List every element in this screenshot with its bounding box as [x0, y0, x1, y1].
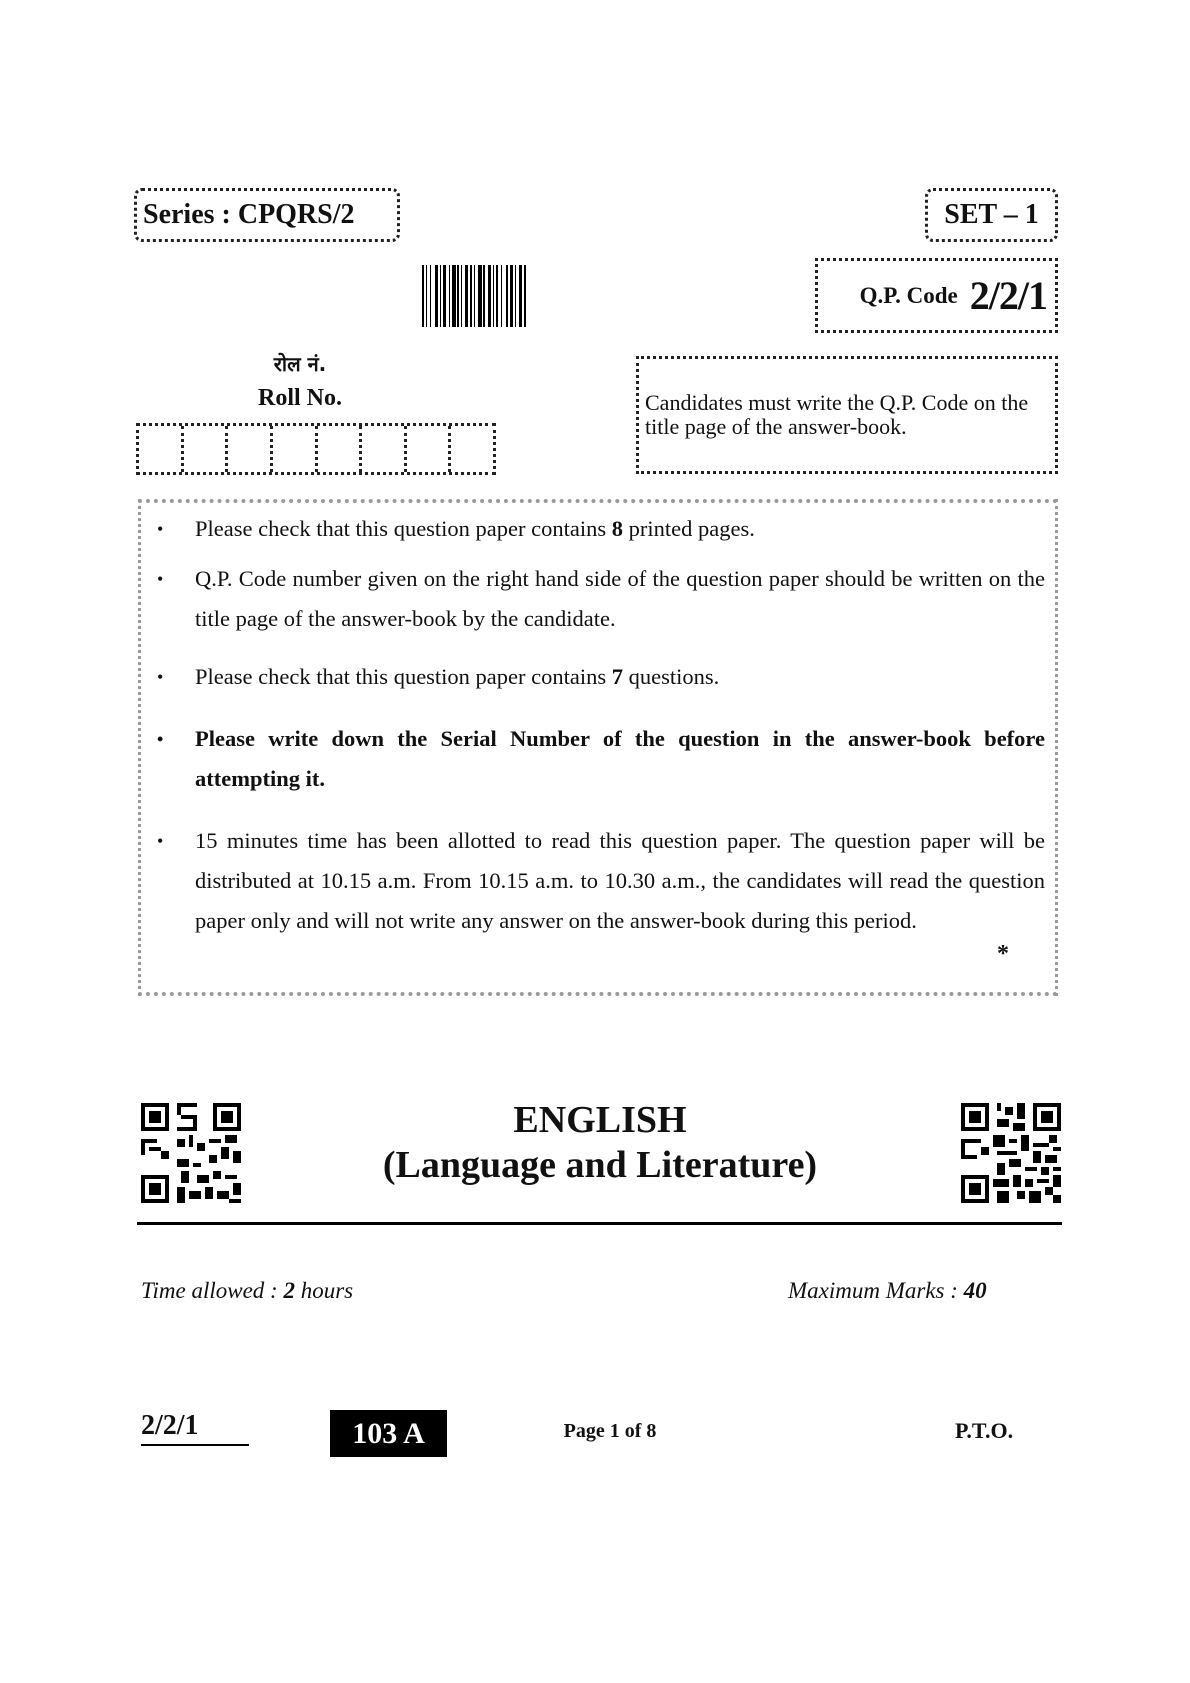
roll-no-digit-box[interactable] — [451, 426, 493, 472]
qr-code-icon — [961, 1103, 1061, 1203]
instruction-item: • Please check that this question paper contains 8 printed pages. — [151, 509, 1045, 549]
instructions-box — [138, 499, 1058, 996]
time-allowed — [141, 1278, 353, 1304]
qp-code-box — [815, 258, 1058, 333]
set-box — [925, 188, 1058, 242]
qp-code-value: 2/2/1 — [969, 273, 1047, 318]
roll-no-digit-box[interactable] — [273, 426, 318, 472]
qp-code-label: Q.P. Code — [859, 282, 958, 308]
barcode-icon — [422, 265, 590, 327]
subject-title: ENGLISH — [513, 1099, 687, 1141]
time-allowed-value: 2 — [283, 1278, 295, 1303]
roll-no-digit-box[interactable] — [362, 426, 407, 472]
roll-no-digit-box[interactable] — [184, 426, 229, 472]
paper-code-badge — [330, 1410, 447, 1457]
instruction-item: • Q.P. Code number given on the right hand side of the question paper should be written on the title page of the answer-book by the candidate. — [151, 559, 1045, 639]
pto-label: P.T.O. — [955, 1418, 1014, 1443]
bullet-icon: • — [157, 569, 164, 589]
subject-subtitle: (Language and Literature) — [382, 1144, 818, 1186]
instruction-item: • Please check that this question paper contains 7 questions. — [151, 657, 1045, 697]
page-number: Page 1 of 8 — [563, 1420, 657, 1442]
roll-no-digit-box[interactable] — [318, 426, 363, 472]
roll-no-digit-box[interactable] — [228, 426, 273, 472]
footer-qp-code: 2/2/1 — [141, 1410, 249, 1446]
title-divider — [137, 1222, 1062, 1225]
time-allowed-unit: hours — [294, 1278, 354, 1303]
maximum-marks-value: 40 — [963, 1278, 987, 1303]
bullet-icon: • — [157, 519, 164, 539]
series-box — [134, 188, 400, 242]
candidate-note-text: Candidates must write the Q.P. Code on the title page of the answer-book. — [645, 390, 1029, 439]
roll-no-label: Roll No. — [258, 385, 342, 411]
star-icon: * — [997, 941, 1009, 967]
maximum-marks-label: Maximum Marks : — [788, 1278, 964, 1303]
bullet-icon: • — [157, 729, 164, 749]
bullet-icon: • — [157, 667, 164, 687]
qr-code-icon — [141, 1103, 241, 1203]
roll-no-digit-box[interactable] — [407, 426, 452, 472]
instruction-item: • 15 minutes time has been allotted to read this question paper. The question paper will be distributed at 10.15 a.m. From 10.15 a.m. to 10.30 a.m., the candidates will read the question paper only and will not write any answer on the answer-book during this period. — [151, 821, 1045, 941]
instruction-item: • Please write down the Serial Number of the question in the answer-book before attempting it. — [151, 719, 1045, 799]
time-allowed-label: Time allowed : — [141, 1278, 284, 1303]
roll-no-input[interactable] — [136, 423, 496, 475]
maximum-marks — [788, 1278, 987, 1304]
roll-no-digit-box[interactable] — [139, 426, 184, 472]
series-label: Series : CPQRS/2 — [143, 199, 355, 230]
roll-no-hindi: रोल नं. — [273, 352, 327, 376]
paper-code-badge-text: 103 A — [352, 1416, 425, 1450]
bullet-icon: • — [157, 831, 164, 851]
set-label: SET – 1 — [944, 199, 1039, 230]
candidate-note-box — [636, 356, 1058, 474]
